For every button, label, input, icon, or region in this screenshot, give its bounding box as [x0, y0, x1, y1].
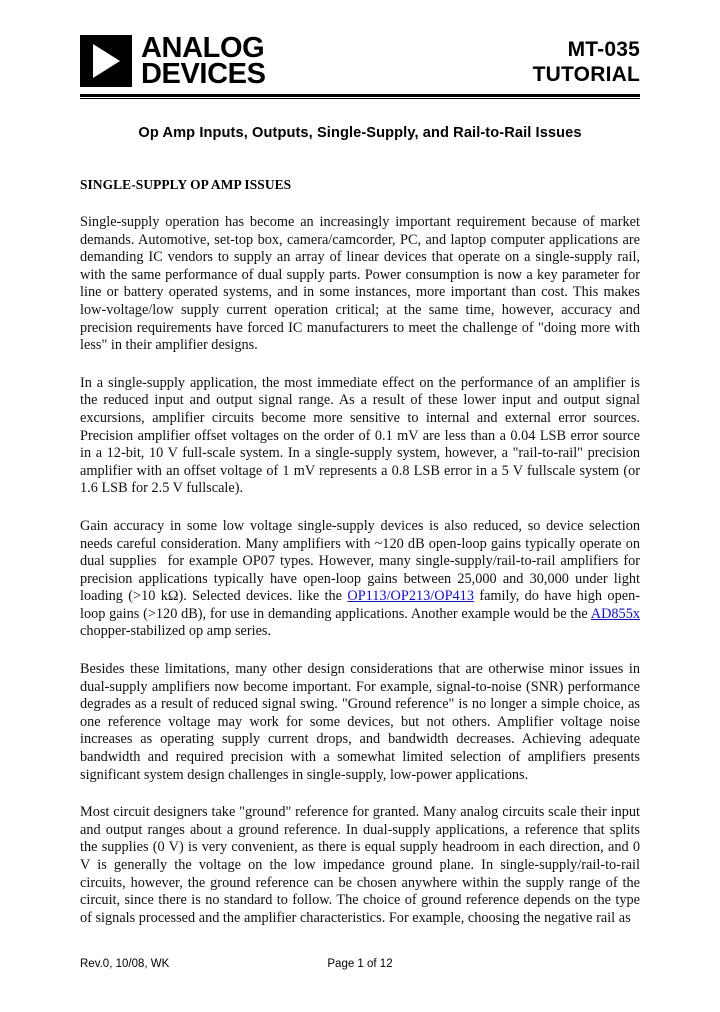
link-op113-op213-op413[interactable]: OP113/OP213/OP413	[347, 588, 474, 605]
paragraph-3-text-c: family, do have high open-loop gains (>120 dB), for use in demanding applications. Another example would be the	[80, 588, 640, 622]
paragraph-3-text-d: chopper-stabilized op amp series.	[80, 623, 272, 640]
paragraph-4: Besides these limitations, many other design considerations that are otherwise minor issues in dual-supply amplifiers now become important. For example, signal-to-noise (SNR) performance degrades as a result of reduced signal swing. "Ground reference" is no longer a simple choice, as one reference voltage may work for some devices, but not others. Amplifier voltage noise increases as operating supply current drops, and bandwidth decreases. Achieving adequate bandwidth and required precision with a somewhat limited selection of amplifiers presents significant system design challenges in single-supply, low-power applications.	[80, 661, 640, 783]
document-number: MT-035	[567, 38, 640, 61]
document-header	[80, 0, 640, 90]
document-identifier	[533, 34, 640, 87]
footer-revision: Rev.0, 10/08, WK	[80, 958, 170, 970]
brand-wordmark	[141, 32, 266, 90]
brand-line-analog: ANALOG	[141, 32, 265, 64]
page-title: Op Amp Inputs, Outputs, Single-Supply, and Rail-to-Rail Issues	[138, 125, 582, 141]
document-type: TUTORIAL	[532, 63, 640, 86]
link-ad855x[interactable]: AD855x	[590, 605, 640, 622]
document-body	[80, 214, 640, 927]
footer-page-indicator: Page 1 of 12	[327, 958, 393, 970]
header-divider	[80, 94, 640, 100]
paragraph-3-text-b: for example OP07 types. However, many single-supply/rail-to-rail amplifiers for precision applications typically have open-loop gains between 25,000 and 30,000 under light loading (>10 kΩ). Selected devices. like the	[80, 553, 640, 605]
section-heading: SINGLE-SUPPLY OP AMP ISSUES	[80, 177, 292, 192]
triangle-logo-icon	[80, 35, 132, 87]
document-footer	[80, 958, 640, 974]
paragraph-5: Most circuit designers take "ground" reference for granted. Many analog circuits scale their input and output ranges about a ground reference. In dual-supply applications, a reference that splits the supplies (0 V) is very convenient, as there is equal supply headroom in each direction, and 0 V is generally the voltage on the low impedance ground plane. In single-supply/rail-to-rail circuits, however, the ground reference can be chosen anywhere within the supply range of the circuit, since there is no standard to follow. The choice of ground reference depends on the type of signals processed and the amplifier characteristics. For example, choosing the negative rail as	[80, 804, 640, 926]
paragraph-1: Single-supply operation has become an increasingly important requirement because of market demands. Automotive, set-top box, camera/camcorder, PC, and laptop computer applications are demanding IC vendors to supply an array of linear devices that operate on a single-supply rail, with the same performance of dual supply parts. Power consumption is now a key parameter for line or battery operated systems, and in some instances, more important than cost. This makes low-voltage/low supply current operation critical; at the same time, however, accuracy and precision requirements have forced IC manufacturers to meet the challenge of "doing more with less" in their amplifier designs.	[80, 214, 640, 354]
analog-devices-logo	[80, 32, 266, 90]
paragraph-2: In a single-supply application, the most immediate effect on the performance of an amplifier is the reduced input and output signal range. As a result of these lower input and output signal excursions, amplifier circuits become more sensitive to internal and external error sources. Precision amplifier offset voltages on the order of 0.1 mV are less than a 0.04 LSB error source in a 12-bit, 10 V full-scale system. In a single-supply system, however, a "rail-to-rail" precision amplifier with an offset voltage of 1 mV represents a 0.8 LSB error in a 5 V fullscale system (or 1.6 LSB for 2.5 V fullscale).	[80, 374, 640, 497]
footer-row	[80, 958, 640, 974]
brand-line-devices: DEVICES	[141, 58, 266, 90]
paragraph-3-text-a: Gain accuracy in some low voltage single-supply devices is also reduced, so device selection needs careful consideration. Many amplifiers with ~120 dB open-loop gains typically operate on dual supplies	[80, 517, 640, 570]
paragraph-3	[80, 518, 640, 641]
